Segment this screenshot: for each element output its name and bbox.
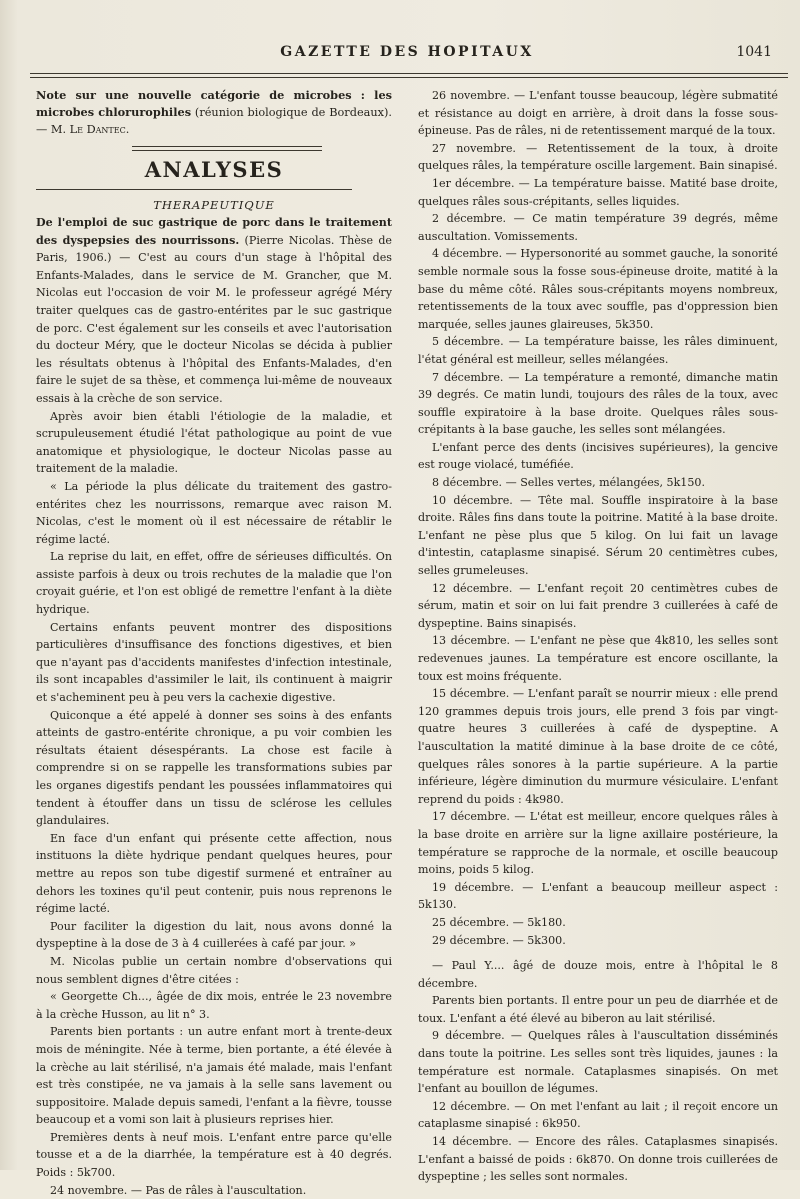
note-rest: (réunion biologique de Bordeaux). —	[36, 106, 393, 136]
paragraph: 8 décembre. — Selles vertes, mélangées, 5k150.	[432, 476, 705, 490]
paragraph-gap	[418, 949, 778, 957]
paragraph: 29 décembre. — 5k300.	[432, 933, 566, 947]
paragraph: La reprise du lait, en effet, offre de sérieuses difficultés. On assiste parfois à deux ou trois rechutes de la maladie que l'on croyait guérie, et l'on est obligé de remettre l'enfant à la diète hydrique.	[36, 550, 392, 617]
paragraph: 15 décembre. — L'enfant paraît se nourrir mieux : elle prend 120 grammes depuis trois jours, elle prend 3 fois par vingt-quatre heures 3 cuillerées à café de dyspeptine. A l'auscultation la matité diminue à la base droite de ce côté, quelques râles sonores à la partie supérieure. A la partie inférieure, légère diminution du murmure vésiculaire. L'enfant reprend du poids : 4k980.	[418, 687, 778, 806]
paragraph: 1er décembre. — La température baisse. Matité base droite, quelques râles sous-crépitants, selles liquides.	[418, 176, 778, 208]
note-entry	[36, 87, 392, 138]
paragraph: « Georgette Ch..., âgée de dix mois, entrée le 23 novembre à la crèche Husson, au lit n° 3.	[36, 990, 392, 1021]
paragraph: 5 décembre. — La température baisse, les râles diminuent, l'état général est meilleur, selles mélangées.	[418, 335, 778, 366]
paragraph: 24 novembre. — Pas de râles à l'auscultation.	[50, 1183, 307, 1197]
paragraph: 10 décembre. — Tête mal. Souffle inspiratoire à la base droite. Râles fins dans toute la poitrine. Matité à la base droite. L'enfant ne pèse plus que 5 kilog. On lui fait un lavage d'intestin, cataplasme sinapisé. Sérum 20 centimètres cubes, selles grumeleuses.	[418, 493, 778, 578]
paragraph: 27 novembre. — Retentissement de la toux, à droite quelques râles, la température oscille largement. Bain sinapisé.	[418, 141, 778, 173]
paragraph: 19 décembre. — L'enfant a beaucoup meilleur aspect : 5k130.	[418, 880, 778, 912]
paragraph: 12 décembre. — On met l'enfant au lait ; il reçoit encore un cataplasme sinapisé : 6k950.	[418, 1099, 778, 1131]
paragraph: 12 décembre. — L'enfant reçoit 20 centimètres cubes de sérum, matin et soir on lui fait prendre 3 cuillerées à café de dyspeptine. Bains sinapisés.	[418, 581, 778, 630]
paragraph: En face d'un enfant qui présente cette affection, nous instituons la diète hydrique pendant quelques heures, pour mettre au repos son tube digestif surmené et entraîner au dehors les toxines qu'il peut contenir, puis nous reprenons le régime lacté.	[36, 831, 392, 916]
paragraph: Premières dents à neuf mois. L'enfant entre parce qu'elle tousse et a de la diarrhée, la température est à 40 degrés. Poids : 5k700.	[36, 1130, 392, 1180]
section-subhead: THERAPEUTIQUE	[153, 198, 275, 212]
article-lead	[36, 214, 392, 408]
paragraph: Quiconque a été appelé à donner ses soins à des enfants atteints de gastro-entérite chronique, a pu voir combien les résultats étaient désespérants. La chose est facile à comprendre si on se rappelle les transformations subies par les organes digestifs pendant les poussées inflammatoires qui tendent à étouffer dans un tissu de sclérose les cellules glandulaires.	[36, 708, 392, 828]
paragraph: « La période la plus délicate du traitement des gastro-entérites chez les nourrissons, remarque avec raison M. Nicolas, c'est le moment où il est nécessaire de rétablir le régime lacté.	[36, 479, 392, 546]
header-rule	[30, 73, 788, 78]
paragraph: Pour faciliter la digestion du lait, nous avons donné la dyspeptine à la dose de 3 à 4 cuillerées à café par jour. »	[36, 919, 392, 951]
note-title: Note sur une nouvelle catégorie de microbes : les microbes chlorurophiles	[36, 88, 392, 119]
paragraph: 13 décembre. — L'enfant ne pèse que 4k810, les selles sont redevenues jaunes. La température est encore oscillante, la toux est moins fréquente.	[418, 634, 778, 683]
paragraph: 2 décembre. — Ce matin température 39 degrés, même auscultation. Vomissements.	[418, 212, 778, 243]
article-title: De l'emploi de suc gastrique de porc dans le traitement des dyspepsies des nourrissons.	[36, 216, 392, 247]
article-lead-text: (Pierre Nicolas. Thèse de Paris, 1906.) — C'est au cours d'un stage à l'hôpital des Enfants-Malades, dans le service de M. Grancher, que M. Nicolas eut l'occasion de voir M. le professeur agrégé Méry traiter quelques cas de gastro-entérites par le suc gastrique de porc. C'est également sur les conseils et avec l'autorisation du docteur Méry, que le docteur Nicolas se décida à publier les résultats obtenus à l'hôpital des Enfants-Malades, d'en faire le sujet de sa thèse, et commença lui-même de nouveaux essais à la crèche de son service.	[36, 233, 392, 405]
left-column	[36, 87, 392, 1199]
paragraph: 25 décembre. — 5k180.	[432, 915, 566, 929]
paragraph: Parents bien portants : un autre enfant mort à trente-deux mois de méningite. Née à terme, bien portante, a été élevée à la crèche au lait stérilisé, n'a jamais été malade, mais l'enfant est très constipée, ne va jamais à la selle sans lavement ou suppositoire. Malade depuis samedi, l'enfant a la fièvre, tousse beaucoup et a vomi son lait à plusieurs reprises hier.	[36, 1025, 392, 1127]
paragraph: 26 novembre. — L'enfant tousse beaucoup, légère submatité et résistance au doigt en arrière, à droit dans la fosse sous-épineuse. Pas de râles, ni de retentissement marqué de la toux.	[418, 89, 778, 138]
paragraph: L'enfant perce des dents (incisives supérieures), la gencive est rouge violacé, tuméfiée.	[418, 440, 778, 472]
paragraph: M. Nicolas publie un certain nombre d'observations qui nous semblent dignes d'être citées :	[36, 954, 392, 986]
paragraph: Certains enfants peuvent montrer des dispositions particulières d'insuffisance des fonctions digestives, et bien que n'ayant pas d'accidents manifestes d'infection intestinale, ils sont incapables d'assimiler le lait, ils continuent à maigrir et s'acheminent peu à peu vers la cachexie digestive.	[36, 620, 392, 705]
note-author: M. Le Dantec.	[50, 123, 130, 136]
journal-title: GAZETTE DES HOPITAUX	[280, 44, 534, 60]
paragraph: 4 décembre. — Hypersonorité au sommet gauche, la sonorité semble normale sous la fosse sous-épineuse droite, matité à la base du même côté. Râles sous-crépitants moyens nombreux, retentissements de la toux avec souffle, pas d'oppression bien marquée, selles jaunes glaireuses, 5k350.	[418, 247, 778, 331]
paragraph: 9 décembre. — Quelques râles à l'auscultation disséminés dans toute la poitrine. Les selles sont très liquides, jaunes : la température est normale. Cataplasmes sinapisés. On met l'enfant au bouillon de légumes.	[418, 1029, 778, 1096]
paragraph: Après avoir bien établi l'étiologie de la maladie, et scrupuleusement étudié l'état pathologique au point de vue anatomique et physiologique, le docteur Nicolas passe au traitement de la maladie.	[36, 409, 392, 476]
page-number: 1041	[736, 44, 772, 60]
page-header	[34, 40, 780, 68]
paragraph: Parents bien portants. Il entre pour un peu de diarrhée et de toux. L'enfant a été élevé au biberon au lait stérilisé.	[418, 994, 778, 1025]
section-rule-top	[132, 146, 322, 151]
left-paragraphs	[36, 408, 392, 1199]
paragraph: 7 décembre. — La température a remonté, dimanche matin 39 degrés. Ce matin lundi, toujours des râles de la toux, avec souffle expiratoire à la base droite. Quelques râles sous-crépitants à la base gauche, les selles sont mélangées.	[418, 370, 778, 437]
paragraph: 14 décembre. — Encore des râles. Cataplasmes sinapisés. L'enfant a baissé de poids : 6k870. On donne trois cuillerées de dyspeptine ; les selles sont normales.	[418, 1135, 778, 1184]
section-title: ANALYSES	[144, 157, 284, 182]
right-paragraphs	[418, 87, 778, 1186]
section-rule-bottom	[36, 189, 352, 190]
paragraph: — Paul Y.... âgé de douze mois, entre à l'hôpital le 8 décembre.	[418, 959, 778, 990]
right-column	[418, 87, 778, 1186]
paragraph: 17 décembre. — L'état est meilleur, encore quelques râles à la base droite en arrière sur la ligne axillaire postérieure, la température se rapproche de la normale, et oscille beaucoup moins, poids 5 kilog.	[418, 810, 778, 877]
